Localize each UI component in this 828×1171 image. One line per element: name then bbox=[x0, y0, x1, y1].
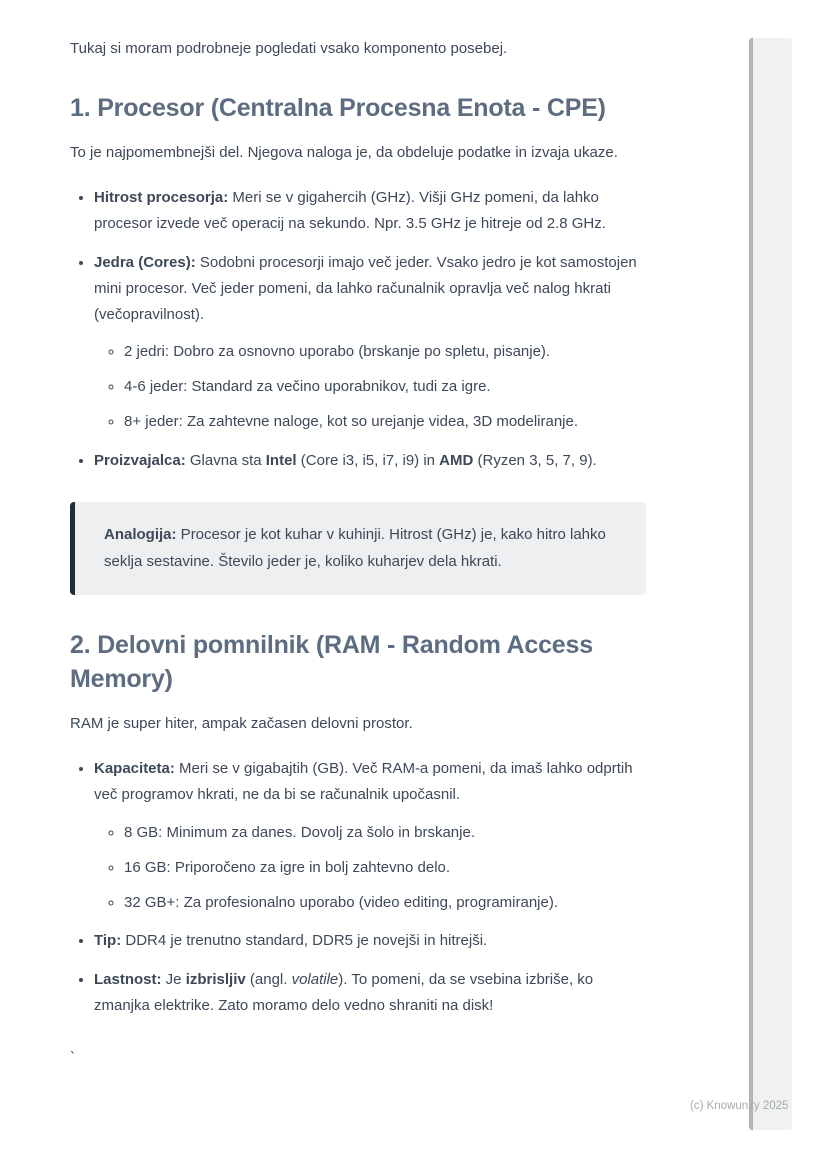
intro-paragraph: Tukaj si moram podrobneje pogledati vsako komponento posebej. bbox=[70, 40, 508, 57]
callout-text: Procesor je kot kuhar v kuhinji. Hitrost (GHz) je, kako hitro lahko seklja sestavine. Število jeder je, koliko kuharjev dela hkrati. bbox=[104, 525, 606, 571]
sub-list-item: ◦ 8 GB: Minimum za danes. Dovolj za šolo in brskanje. bbox=[124, 820, 646, 846]
bullet-text: ). To pomeni, da se vsebina izbriše, ko zmanjka elektrike. Zato moramo delo vedno shraniti na disk! bbox=[94, 971, 594, 1014]
bullet-label: Jedra (Cores): bbox=[94, 253, 196, 271]
bullet-label: Proizvajalca: bbox=[94, 451, 186, 469]
ram-bullet-list bbox=[70, 756, 646, 1018]
bullet-text: (angl. bbox=[245, 971, 292, 989]
sub-list-item: ◦ 4-6 jeder: Standard za večino uporabnikov, tudi za igre. bbox=[124, 374, 646, 400]
sub-list-item: ◦ 32 GB+: Za profesionalno uporabo (video editing, programiranje). bbox=[124, 890, 646, 916]
list-item-lastnost bbox=[94, 967, 646, 1019]
bullet-label: Hitrost procesorja: bbox=[94, 189, 229, 207]
list-item-hitrost bbox=[94, 185, 646, 237]
bullet-text: (Core i3, i5, i7, i9) in bbox=[296, 451, 440, 469]
jedra-sub-list bbox=[94, 339, 646, 434]
emphasis-izbrisljiv: izbrisljiv bbox=[185, 971, 246, 989]
section-lead-ram: RAM je super hiter, ampak začasen delovni prostor. bbox=[70, 714, 413, 732]
bullet-label: Tip: bbox=[94, 932, 122, 950]
callout-label: Analogija: bbox=[104, 525, 177, 543]
section-lead-procesor: To je najpomembnejši del. Njegova naloga je, da obdeluje podatke in izvaja ukaze. bbox=[70, 143, 618, 161]
bullet-text: Je bbox=[161, 971, 186, 989]
list-item-tip bbox=[94, 928, 646, 954]
bullet-text: Sodobni procesorji imajo več jeder. Vsako jedro je kot samostojen mini procesor. Več jeder pomeni, da lahko računalnik opravlja več nalog hkrati (večopravilnost). bbox=[94, 253, 637, 323]
bullet-text: DDR4 je trenutno standard, DDR5 je novejši in hitrejši. bbox=[121, 932, 488, 950]
section-heading-procesor: 1. Procesor (Centralna Procesna Enota - CPE) bbox=[70, 93, 606, 122]
brand-intel: Intel bbox=[265, 451, 297, 469]
section-heading-ram: 2. Delovni pomnilnik (RAM - Random Access Memory) bbox=[70, 631, 593, 693]
list-item-jedra bbox=[94, 250, 646, 435]
sub-list-item: ◦ 16 GB: Priporočeno za igre in bolj zahtevno delo. bbox=[124, 855, 646, 881]
document-page bbox=[70, 36, 646, 1070]
copyright-footer: (c) Knowunity 2025 bbox=[690, 1100, 789, 1112]
sub-list-item: ◦ 8+ jeder: Za zahtevne naloge, kot so urejanje videa, 3D modeliranje. bbox=[124, 409, 646, 435]
list-item-proizvajalca bbox=[94, 448, 646, 474]
bullet-label: Lastnost: bbox=[94, 971, 162, 989]
analogy-callout bbox=[70, 502, 646, 596]
bullet-text: (Ryzen 3, 5, 7, 9). bbox=[473, 451, 597, 469]
sub-list-item: ◦ 2 jedri: Dobro za osnovno uporabo (brskanje po spletu, pisanje). bbox=[124, 339, 646, 365]
brand-amd: AMD bbox=[439, 451, 474, 469]
procesor-bullet-list bbox=[70, 185, 646, 473]
bullet-text: Glavna sta bbox=[185, 451, 266, 469]
bullet-text: Meri se v gigahercih (GHz). Višji GHz pomeni, da lahko procesor izvede več operacij na sekundo. Npr. 3.5 GHz je hitreje od 2.8 GHz. bbox=[94, 189, 606, 233]
bullet-label: Kapaciteta: bbox=[94, 760, 175, 778]
list-item-kapaciteta bbox=[94, 756, 646, 915]
right-scrollbar-track[interactable] bbox=[749, 38, 792, 1130]
term-volatile: volatile bbox=[291, 971, 339, 989]
bullet-text: Meri se v gigabajtih (GB). Več RAM-a pomeni, da imaš lahko odprtih več programov hkrati, ne da bi se računalnik upočasnil. bbox=[94, 760, 633, 804]
stray-backtick: ` bbox=[70, 1048, 75, 1066]
kapaciteta-sub-list bbox=[94, 820, 646, 915]
